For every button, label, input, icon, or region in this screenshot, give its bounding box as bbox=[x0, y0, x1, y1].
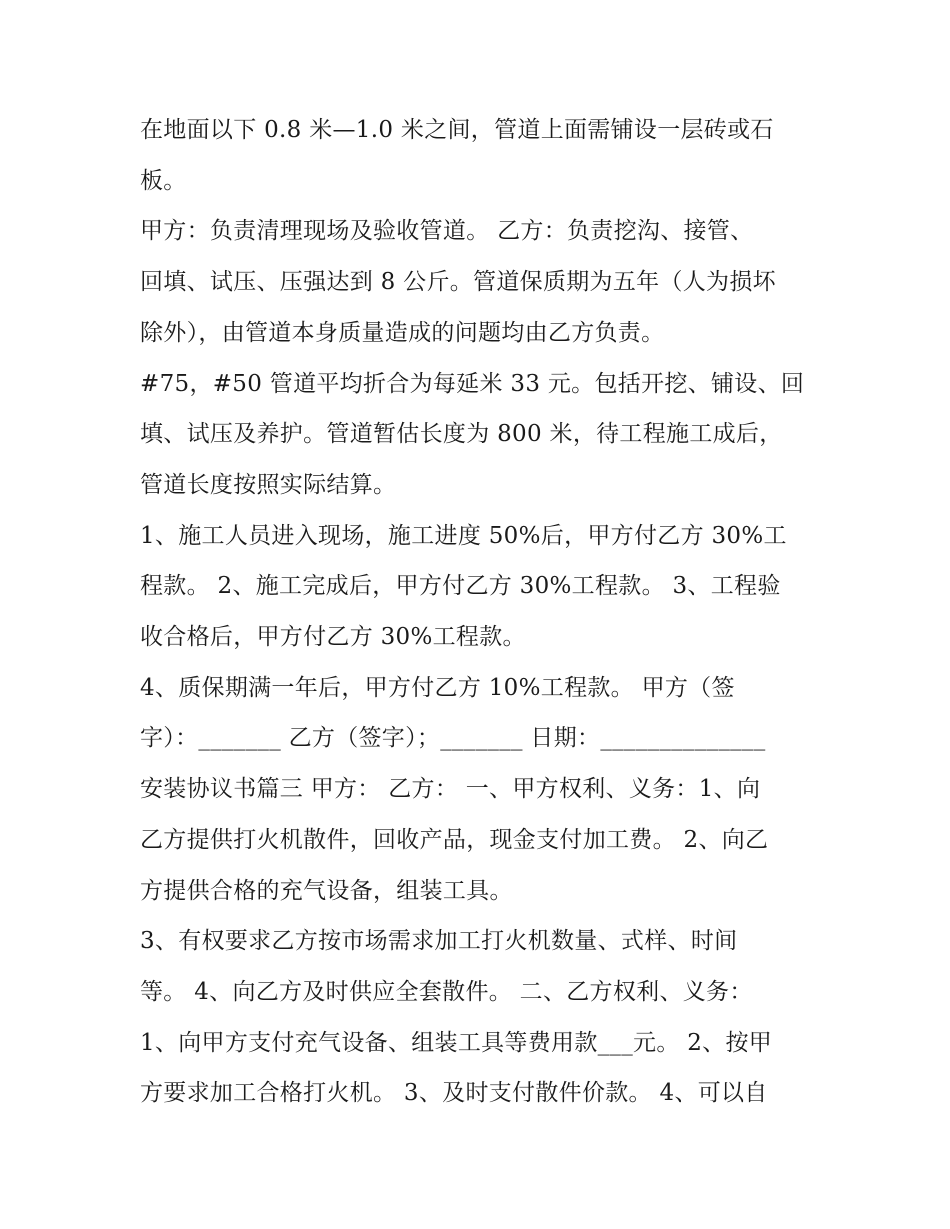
text-line: 程款。 2、施工完成后，甲方付乙方 30%工程款。 3、工程验 bbox=[140, 573, 781, 600]
paragraph-warranty-signature bbox=[140, 663, 820, 764]
text-line: 方提供合格的充气设备，组装工具。 bbox=[140, 877, 513, 904]
text-line: 字）：_______ 乙方（签字）；_______ 日期：______________ bbox=[140, 725, 766, 752]
text-line: 3、有权要求乙方按市场需求加工打火机数量、式样、时间 bbox=[140, 928, 738, 955]
paragraph-payment-terms bbox=[140, 511, 820, 663]
document-body bbox=[140, 105, 820, 1119]
text-line: 乙方提供打火机散件，回收产品，现金支付加工费。 2、向乙 bbox=[140, 826, 769, 853]
text-line: #75，#50 管道平均折合为每延米 33 元。包括开挖、铺设、回 bbox=[140, 370, 805, 397]
paragraph-pipe-depth bbox=[140, 105, 820, 206]
paragraph-party-b-duties bbox=[140, 916, 820, 1119]
text-line: 1、向甲方支付充气设备、组装工具等费用款___元。 2、按甲 bbox=[140, 1029, 773, 1056]
text-line: 回填、试压、压强达到 8 公斤。管道保质期为五年（人为损坏 bbox=[140, 269, 776, 296]
paragraph-pricing bbox=[140, 359, 820, 511]
text-line: 4、质保期满一年后，甲方付乙方 10%工程款。 甲方（签 bbox=[140, 674, 735, 701]
paragraph-agreement-three bbox=[140, 764, 820, 916]
text-line: 填、试压及养护。管道暂估长度为 800 米，待工程施工成后， bbox=[140, 421, 783, 448]
text-line: 甲方：负责清理现场及验收管道。 乙方：负责挖沟、接管、 bbox=[140, 218, 754, 245]
text-line: 安装协议书篇三 甲方： 乙方： 一、甲方权利、义务：1、向 bbox=[140, 776, 761, 803]
text-line: 收合格后，甲方付乙方 30%工程款。 bbox=[140, 624, 526, 651]
paragraph-responsibilities bbox=[140, 206, 820, 358]
text-line: 在地面以下 0.8 米—1.0 米之间，管道上面需铺设一层砖或石 bbox=[140, 117, 774, 143]
text-line: 1、施工人员进入现场，施工进度 50%后，甲方付乙方 30%工 bbox=[140, 522, 787, 549]
text-line: 板。 bbox=[140, 167, 187, 194]
text-line: 等。 4、向乙方及时供应全套散件。 二、乙方权利、义务： bbox=[140, 978, 753, 1005]
text-line: 管道长度按照实际结算。 bbox=[140, 471, 397, 498]
text-line: 方要求加工合格打火机。 3、及时支付散件价款。 4、可以自 bbox=[140, 1080, 768, 1107]
text-line: 除外），由管道本身质量造成的问题均由乙方负责。 bbox=[140, 319, 665, 346]
